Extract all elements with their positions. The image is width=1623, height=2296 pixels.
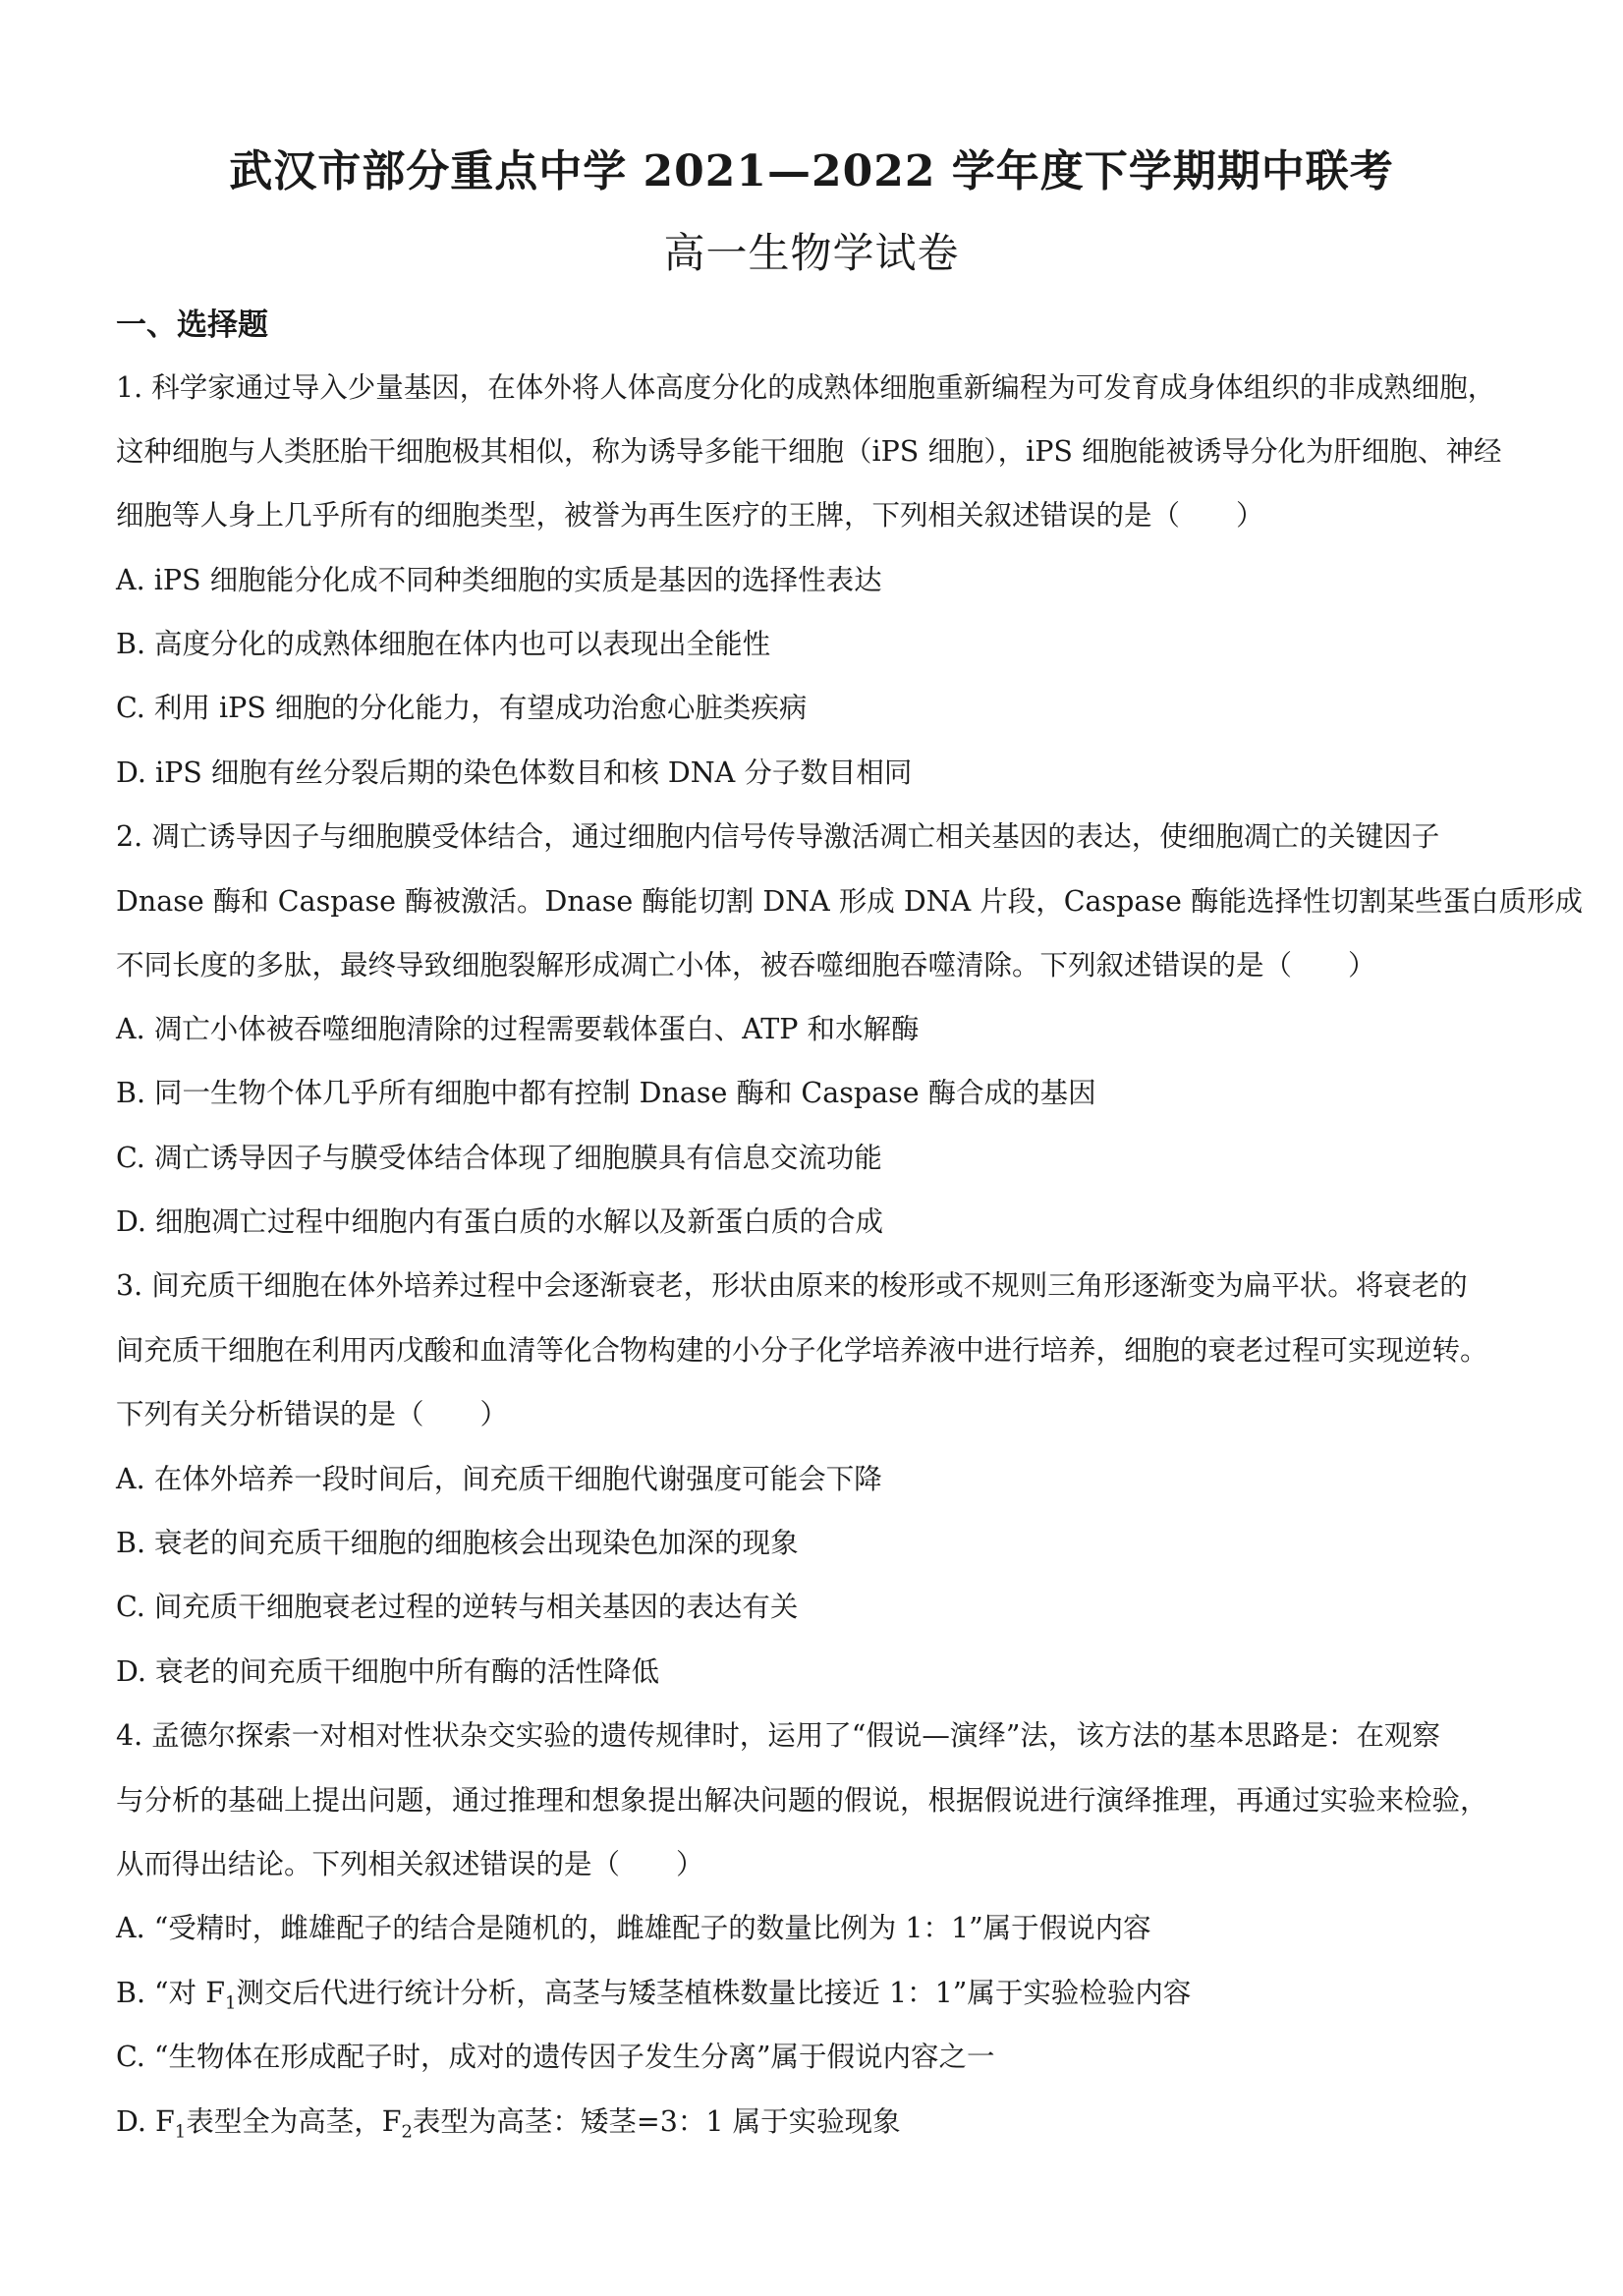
question-4-option-a	[116, 1906, 1521, 1946]
question-3-option-c: C. 间充质干细胞衰老过程的逆转与相关基因的表达有关	[116, 1591, 799, 1623]
option-d-text-mid: 表型全为高茎，F	[186, 2105, 402, 2138]
question-1-line-2: 这种细胞与人类胚胎干细胞极其相似，称为诱导多能干细胞（iPS 细胞），iPS 细胞能被诱导分化为肝细胞、神经	[116, 435, 1502, 468]
option-a-text: A. “受精时，雌雄配子的结合是随机的，雌雄配子的数量比例为 1：1”属于假说内容	[116, 1912, 1151, 1944]
option-b-text-pre: B. “对 F	[116, 1977, 225, 2009]
exam-title: 武汉市部分重点中学 2021—2022 学年度下学期期中联考	[229, 146, 1394, 196]
question-1-option-d: D. iPS 细胞有丝分裂后期的染色体数目和核 DNA 分子数目相同	[116, 756, 913, 789]
question-2-line-1: 2. 凋亡诱导因子与细胞膜受体结合，通过细胞内信号传导激活凋亡相关基因的表达，使细胞凋亡的关键因子	[116, 820, 1440, 853]
question-2-option-d: D. 细胞凋亡过程中细胞内有蛋白质的水解以及新蛋白质的合成	[116, 1205, 883, 1238]
question-4-option-b	[116, 1971, 1521, 2014]
question-4-line-1: 4. 孟德尔探索一对相对性状杂交实验的遗传规律时，运用了“假说—演绎”法，该方法的基本思路是：在观察	[116, 1719, 1440, 1752]
question-2-line-3: 不同长度的多肽，最终导致细胞裂解形成凋亡小体，被吞噬细胞吞噬清除。下列叙述错误的是（ ）	[116, 949, 1376, 981]
option-d-text-pre: D. F	[116, 2105, 175, 2138]
option-d-text-post: 表型为高茎：矮茎=3：1 属于实验现象	[412, 2105, 901, 2138]
question-1-option-a: A. iPS 细胞能分化成不同种类细胞的实质是基因的选择性表达	[116, 564, 882, 596]
question-3-option-b: B. 衰老的间充质干细胞的细胞核会出现染色加深的现象	[116, 1527, 799, 1559]
section-heading: 一、选择题	[116, 308, 268, 343]
question-3-option-a: A. 在体外培养一段时间后，间充质干细胞代谢强度可能会下降	[116, 1463, 882, 1495]
question-1-option-b: B. 高度分化的成熟体细胞在体内也可以表现出全能性	[116, 628, 771, 660]
question-1-option-c: C. 利用 iPS 细胞的分化能力，有望成功治愈心脏类疾病	[116, 692, 808, 724]
question-2-line-2: Dnase 酶和 Caspase 酶被激活。Dnase 酶能切割 DNA 形成 DNA 片段，Caspase 酶能选择性切割某些蛋白质形成	[116, 885, 1583, 918]
option-b-text-rest: 测交后代进行统计分析，高茎与矮茎植株数量比接近 1：1”属于实验检验内容	[236, 1977, 1192, 2009]
exam-subtitle: 高一生物学试卷	[663, 229, 960, 277]
subscript: 1	[174, 2121, 187, 2143]
question-4-option-d	[116, 2100, 1521, 2143]
question-3-line-2: 间充质干细胞在利用丙戊酸和血清等化合物构建的小分子化学培养液中进行培养，细胞的衰老过程可实现逆转。	[116, 1334, 1488, 1367]
question-4-line-3: 从而得出结论。下列相关叙述错误的是（ ）	[116, 1848, 704, 1880]
question-4-line-2: 与分析的基础上提出问题，通过推理和想象提出解决问题的假说，根据假说进行演绎推理，再通过实验来检验，	[116, 1784, 1488, 1817]
option-c-text: C. “生物体在形成配子时，成对的遗传因子发生分离”属于假说内容之一	[116, 2041, 995, 2073]
question-2-option-c: C. 凋亡诱导因子与膜受体结合体现了细胞膜具有信息交流功能	[116, 1142, 882, 1174]
subscript: 1	[224, 1992, 237, 2014]
question-3-line-3: 下列有关分析错误的是（ ）	[116, 1398, 509, 1430]
question-2-option-b: B. 同一生物个体几乎所有细胞中都有控制 Dnase 酶和 Caspase 酶合成的基因	[116, 1077, 1096, 1109]
question-4-option-c	[116, 2035, 1521, 2075]
question-3-option-d: D. 衰老的间充质干细胞中所有酶的活性降低	[116, 1655, 659, 1688]
question-3-line-1: 3. 间充质干细胞在体外培养过程中会逐渐衰老，形状由原来的梭形或不规则三角形逐渐变为扁平状。将衰老的	[116, 1269, 1468, 1302]
question-1-line-3: 细胞等人身上几乎所有的细胞类型，被誉为再生医疗的王牌，下列相关叙述错误的是（ ）	[116, 499, 1264, 532]
question-1-line-1: 1. 科学家通过导入少量基因，在体外将人体高度分化的成熟体细胞重新编程为可发育成身体组织的非成熟细胞，	[116, 371, 1496, 404]
question-2-option-a: A. 凋亡小体被吞噬细胞清除的过程需要载体蛋白、ATP 和水解酶	[116, 1013, 920, 1045]
subscript: 2	[401, 2121, 413, 2143]
